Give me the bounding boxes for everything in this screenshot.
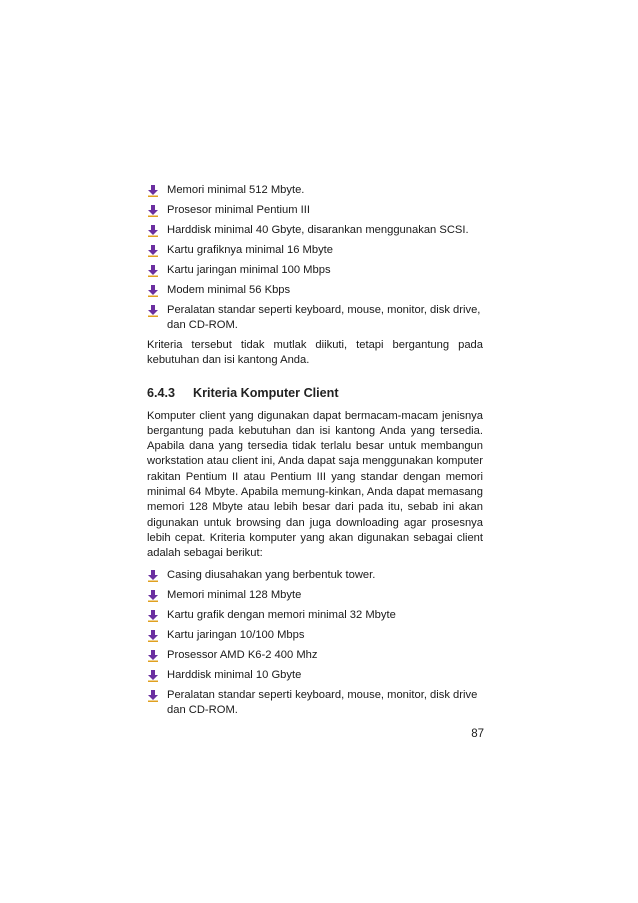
list-item-text: Peralatan standar seperti keyboard, mouse, monitor, disk drive dan CD-ROM. — [167, 688, 478, 716]
list-item — [147, 183, 483, 198]
arrow-down-bullet-icon — [147, 185, 159, 197]
paragraph-criteria-note: Kriteria tersebut tidak mutlak diikuti, tetapi bergantung pada kebutuhan dan isi kantong Anda. — [147, 339, 483, 367]
arrow-down-bullet-icon — [147, 245, 159, 257]
list-item-text: Peralatan standar seperti keyboard, mouse, monitor, disk drive, dan CD-ROM. — [167, 304, 481, 331]
list-item — [147, 608, 483, 623]
list-item-text: Casing diusahakan yang berbentuk tower. — [167, 568, 376, 581]
list-item-text: Kartu grafik dengan memori minimal 32 Mbyte — [167, 608, 396, 621]
page-number: 87 — [471, 728, 484, 740]
requirements-list-client — [147, 568, 483, 718]
list-item — [147, 688, 483, 718]
arrow-down-bullet-icon — [147, 205, 159, 217]
list-item — [147, 588, 483, 603]
list-item-text: Harddisk minimal 10 Gbyte — [167, 668, 302, 681]
list-item-text: Kartu jaringan 10/100 Mbps — [167, 628, 305, 641]
list-item-text: Harddisk minimal 40 Gbyte, disarankan menggunakan SCSI. — [167, 224, 469, 236]
list-item-text: Kartu jaringan minimal 100 Mbps — [167, 264, 331, 276]
list-item — [147, 568, 483, 583]
arrow-down-bullet-icon — [147, 630, 159, 642]
list-item-text: Memori minimal 128 Mbyte — [167, 588, 302, 601]
list-item — [147, 203, 483, 218]
section-heading — [147, 386, 483, 400]
list-item — [147, 303, 483, 333]
list-item-text: Memori minimal 512 Mbyte. — [167, 184, 305, 196]
list-item — [147, 283, 483, 298]
list-item-text: Modem minimal 56 Kbps — [167, 284, 291, 296]
list-item-text: Prosessor AMD K6-2 400 Mhz — [167, 648, 318, 661]
arrow-down-bullet-icon — [147, 265, 159, 277]
arrow-down-bullet-icon — [147, 570, 159, 582]
list-item-text: Prosesor minimal Pentium III — [167, 204, 310, 216]
list-item — [147, 223, 483, 238]
section-number: 6.4.3 — [147, 385, 176, 400]
arrow-down-bullet-icon — [147, 610, 159, 622]
arrow-down-bullet-icon — [147, 670, 159, 682]
page-content — [147, 183, 483, 723]
section-title: Kriteria Komputer Client — [193, 385, 339, 400]
list-item — [147, 263, 483, 278]
list-item — [147, 648, 483, 663]
arrow-down-bullet-icon — [147, 650, 159, 662]
requirements-list-server — [147, 183, 483, 333]
arrow-down-bullet-icon — [147, 590, 159, 602]
list-item — [147, 668, 483, 683]
arrow-down-bullet-icon — [147, 305, 159, 317]
list-item — [147, 628, 483, 643]
arrow-down-bullet-icon — [147, 285, 159, 297]
list-item — [147, 243, 483, 258]
arrow-down-bullet-icon — [147, 225, 159, 237]
paragraph-client-description: Komputer client yang digunakan dapat bermacam-macam jenisnya bergantung pada kebutuhan dan isi kantong Anda yang tersedia. Apabila dana yang tersedia tidak terlalu besar untuk membangun workstation atau client ini, Anda dapat saja menggunakan komputer rakitan Pentium II atau Pentium III yang standar dengan memori minimal 64 Mbyte. Apabila memung-kinkan, Anda dapat memasang memori 128 Mbyte atau lebih besar dari pada itu, sebab ini akan digunakan untuk browsing dan juga downloading agar prosesnya lebih cepat. Kriteria komputer yang akan digunakan sebagai client adalah sebagai berikut: — [147, 409, 483, 560]
arrow-down-bullet-icon — [147, 690, 159, 702]
list-item-text: Kartu grafiknya minimal 16 Mbyte — [167, 244, 334, 256]
